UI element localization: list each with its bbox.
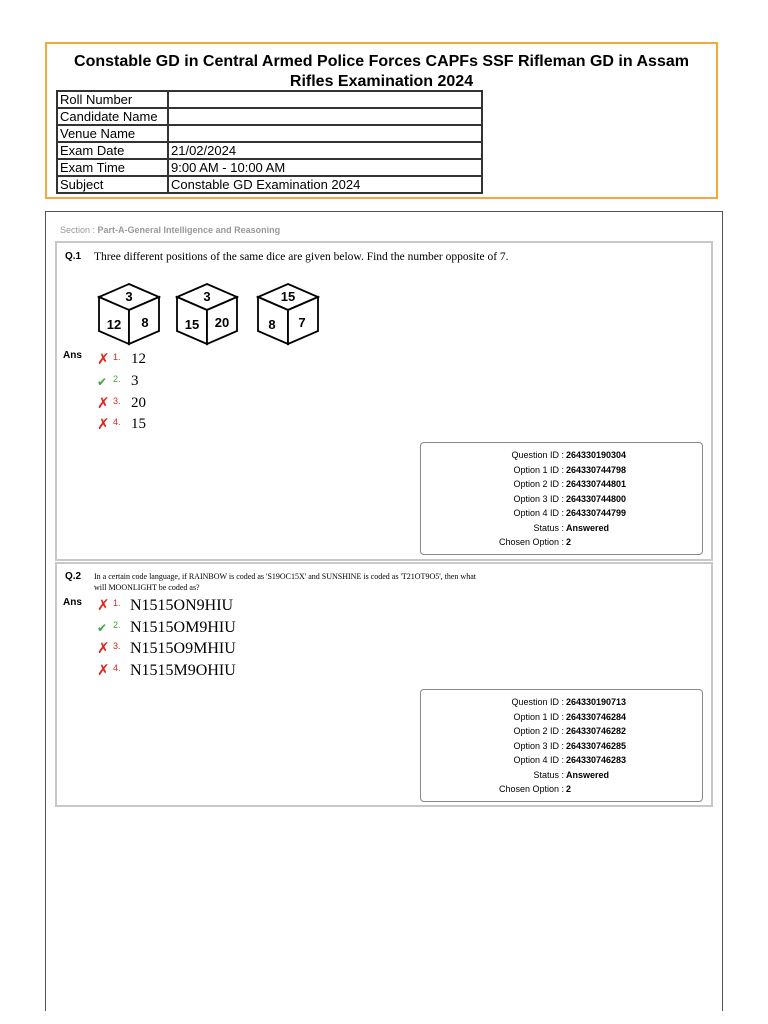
question-meta-panel (420, 442, 703, 555)
info-value: 9:00 AM - 10:00 AM (168, 159, 482, 176)
meta-row (421, 521, 702, 535)
option-number: 1. (113, 352, 121, 362)
option-number: 2. (113, 620, 121, 630)
meta-value: 264330746285 (566, 740, 627, 751)
info-value (168, 125, 482, 142)
dice-face-left: 15 (184, 317, 200, 332)
info-value: 21/02/2024 (168, 142, 482, 159)
meta-label: Chosen Option : (498, 784, 564, 794)
cross-icon: ✗ (97, 662, 110, 679)
meta-label: Status : (533, 522, 564, 533)
info-label: Exam Date (57, 142, 168, 159)
table-row (57, 125, 482, 142)
meta-label: Status : (533, 769, 564, 780)
exam-title (47, 52, 716, 92)
meta-label: Option 1 ID : (513, 464, 564, 475)
section-prefix: Section : (60, 225, 98, 235)
question-2 (55, 562, 713, 807)
info-value (168, 108, 482, 125)
cross-icon: ✗ (97, 640, 110, 657)
option-number: 2. (113, 374, 121, 384)
meta-label: Option 2 ID : (513, 479, 564, 489)
table-row (57, 91, 482, 108)
option-text: 12 (131, 351, 146, 367)
meta-value: 264330746282 (566, 726, 627, 736)
check-icon: ✔ (97, 375, 108, 389)
question-number: Q.2 (65, 571, 82, 582)
meta-row (421, 492, 702, 506)
info-label: Venue Name (57, 125, 168, 142)
meta-label: Option 4 ID : (513, 755, 564, 765)
candidate-info-table (56, 90, 483, 194)
question-1 (55, 241, 713, 561)
info-label: Exam Time (57, 159, 168, 176)
meta-row (421, 463, 702, 477)
meta-label: Option 1 ID : (513, 711, 564, 722)
question-text (94, 571, 476, 593)
meta-value: 264330744800 (566, 493, 627, 504)
dice-face-right: 8 (141, 315, 149, 330)
meta-label: Chosen Option : (498, 537, 564, 547)
meta-value: Answered (566, 769, 610, 780)
dice-face-left: 12 (106, 317, 122, 332)
meta-value: 264330744799 (566, 508, 627, 518)
option-number: 3. (113, 641, 121, 651)
meta-row (421, 477, 702, 491)
answer-label: Ans (63, 597, 82, 608)
dice-face-right: 20 (214, 315, 230, 330)
meta-label: Option 4 ID : (513, 508, 564, 518)
section-name: Part-A-General Intelligence and Reasoning (97, 225, 281, 235)
meta-row (421, 506, 702, 520)
meta-label: Option 3 ID : (513, 740, 564, 751)
dice-face-top: 15 (280, 289, 296, 304)
info-label: Roll Number (57, 91, 168, 108)
check-icon: ✔ (97, 621, 108, 635)
meta-value: 264330744801 (566, 479, 627, 489)
meta-row (421, 535, 702, 549)
meta-row (421, 724, 702, 738)
meta-value: 264330744798 (566, 464, 627, 475)
exam-title-line1: Constable GD in Central Armed Police Forces CAPFs SSF Rifleman GD in Assam (74, 53, 689, 70)
cross-icon: ✗ (97, 597, 110, 614)
meta-value: 264330746284 (566, 711, 627, 722)
cross-icon: ✗ (97, 351, 110, 368)
option-text: N1515O9MHIU (130, 640, 236, 657)
option-number: 4. (113, 417, 121, 427)
meta-row (421, 753, 702, 767)
meta-row (421, 448, 702, 462)
meta-label: Option 2 ID : (513, 726, 564, 736)
dice-2 (177, 284, 237, 344)
info-label: Subject (57, 176, 168, 193)
table-row (57, 176, 482, 193)
meta-label: Question ID : (511, 697, 564, 707)
option-number: 3. (113, 396, 121, 406)
dice-figure (97, 281, 327, 351)
question-text-line1: In a certain code language, if RAINBOW is coded as 'S19OC15X' and SUNSHINE is coded as 'T21OT9O5', then what (94, 572, 476, 581)
table-row (57, 142, 482, 159)
meta-value: 264330190304 (566, 450, 627, 460)
answer-label: Ans (63, 350, 82, 361)
meta-row (421, 768, 702, 782)
dice-3 (258, 284, 318, 344)
meta-row (421, 695, 702, 709)
meta-row (421, 710, 702, 724)
dice-face-top: 3 (203, 289, 211, 304)
meta-label: Question ID : (511, 450, 564, 460)
table-row (57, 108, 482, 125)
question-meta-panel (420, 689, 703, 802)
info-value: Constable GD Examination 2024 (168, 176, 482, 193)
dice-face-left: 8 (268, 317, 276, 332)
meta-value: Answered (566, 522, 610, 533)
question-text: Three different positions of the same dice are given below. Find the number opposite of 7. (94, 251, 509, 263)
option-text: N1515OM9HIU (130, 619, 236, 636)
option-text: 15 (131, 416, 146, 432)
question-number: Q.1 (65, 251, 82, 262)
meta-value: 2 (566, 784, 572, 794)
meta-label: Option 3 ID : (513, 493, 564, 504)
option-number: 4. (113, 663, 121, 673)
meta-value: 264330746283 (566, 755, 627, 765)
exam-header (45, 42, 718, 199)
meta-row (421, 739, 702, 753)
option-text: N1515ON9HIU (130, 597, 234, 614)
meta-row (421, 782, 702, 796)
dice-face-right: 7 (298, 315, 306, 330)
meta-value: 264330190713 (566, 697, 627, 707)
question-text-line2: will MOONLIGHT be coded as? (94, 583, 200, 592)
table-row (57, 159, 482, 176)
dice-face-top: 3 (125, 289, 133, 304)
option-text: 20 (131, 395, 146, 411)
option-number: 1. (113, 598, 121, 608)
section-title (60, 225, 280, 235)
option-text: 3 (131, 373, 139, 389)
info-value (168, 91, 482, 108)
info-label: Candidate Name (57, 108, 168, 125)
exam-title-line2: Rifles Examination 2024 (289, 73, 474, 90)
option-text: N1515M9OHIU (130, 662, 236, 679)
meta-value: 2 (566, 537, 572, 547)
cross-icon: ✗ (97, 395, 110, 412)
cross-icon: ✗ (97, 416, 110, 433)
dice-1 (99, 284, 159, 344)
